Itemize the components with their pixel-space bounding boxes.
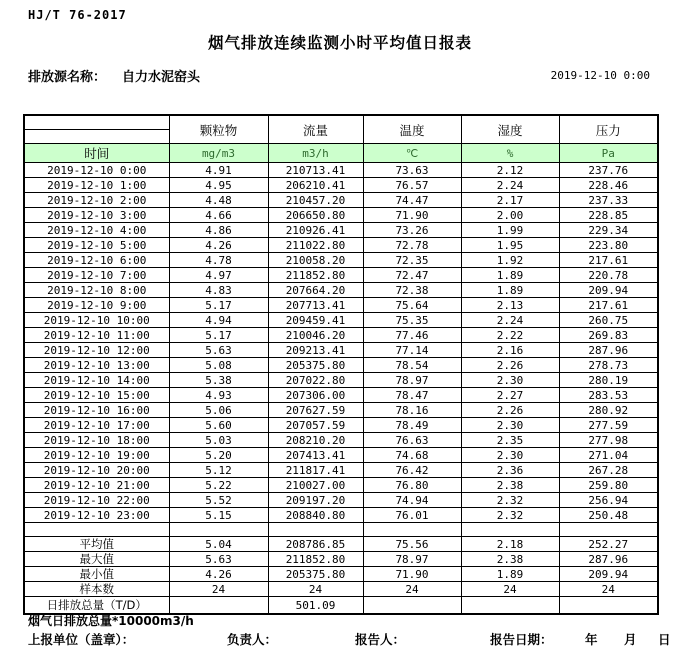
time-cell: 2019-12-10 10:00 (24, 313, 169, 328)
unit-cell: ℃ (363, 144, 461, 163)
value-cell: 78.47 (363, 388, 461, 403)
value-cell: 71.90 (363, 567, 461, 582)
table-row (24, 463, 658, 478)
year-label: 年 (585, 632, 598, 647)
time-cell: 2019-12-10 23:00 (24, 508, 169, 523)
value-cell: 260.75 (559, 313, 658, 328)
value-cell: 5.22 (169, 478, 268, 493)
value-cell: 4.78 (169, 253, 268, 268)
summary-label-cell: 最大值 (24, 552, 169, 567)
time-cell: 2019-12-10 1:00 (24, 178, 169, 193)
value-cell: 2.32 (461, 508, 559, 523)
summary-row (24, 567, 658, 582)
value-cell: 501.09 (268, 597, 363, 615)
value-cell: 4.66 (169, 208, 268, 223)
value-cell: 77.46 (363, 328, 461, 343)
value-cell: 72.38 (363, 283, 461, 298)
spacer-cell (24, 523, 169, 537)
time-cell: 2019-12-10 8:00 (24, 283, 169, 298)
spacer-cell (461, 523, 559, 537)
value-cell: 277.98 (559, 433, 658, 448)
table-row (24, 433, 658, 448)
time-cell: 2019-12-10 13:00 (24, 358, 169, 373)
table-row (24, 508, 658, 523)
value-cell: 211817.41 (268, 463, 363, 478)
value-cell: 2.36 (461, 463, 559, 478)
table-row (24, 403, 658, 418)
value-cell: 4.93 (169, 388, 268, 403)
value-cell: 2.13 (461, 298, 559, 313)
value-cell: 4.26 (169, 238, 268, 253)
standard-number: HJ/T 76-2017 (28, 8, 127, 22)
value-cell: 210058.20 (268, 253, 363, 268)
value-cell: 205375.80 (268, 567, 363, 582)
value-cell: 250.48 (559, 508, 658, 523)
value-cell: 2.35 (461, 433, 559, 448)
source-name-label: 排放源名称： (28, 70, 107, 85)
value-cell: 1.89 (461, 567, 559, 582)
table-row (24, 253, 658, 268)
table-body (24, 163, 658, 615)
value-cell: 5.63 (169, 552, 268, 567)
value-cell: 207413.41 (268, 448, 363, 463)
table-row (24, 298, 658, 313)
value-cell: 73.63 (363, 163, 461, 178)
value-cell: 2.12 (461, 163, 559, 178)
time-cell: 2019-12-10 2:00 (24, 193, 169, 208)
value-cell: 2.38 (461, 552, 559, 567)
header-row-1 (24, 115, 658, 130)
footer-note: 烟气日排放总量*10000m3/h (28, 614, 194, 628)
value-cell: 5.52 (169, 493, 268, 508)
table-row (24, 268, 658, 283)
spacer-cell (559, 523, 658, 537)
value-cell: 256.94 (559, 493, 658, 508)
value-cell: 2.30 (461, 373, 559, 388)
value-cell: 74.68 (363, 448, 461, 463)
table-row (24, 493, 658, 508)
value-cell: 277.59 (559, 418, 658, 433)
value-cell: 208840.80 (268, 508, 363, 523)
value-cell: 4.26 (169, 567, 268, 582)
value-cell: 207627.59 (268, 403, 363, 418)
table-row (24, 223, 658, 238)
value-cell: 207713.41 (268, 298, 363, 313)
time-cell: 2019-12-10 20:00 (24, 463, 169, 478)
time-cell: 2019-12-10 4:00 (24, 223, 169, 238)
time-cell: 2019-12-10 12:00 (24, 343, 169, 358)
summary-label-cell: 日排放总量（T/D） (24, 597, 169, 615)
value-cell: 211852.80 (268, 268, 363, 283)
value-cell: 75.64 (363, 298, 461, 313)
month-label: 月 (624, 632, 637, 647)
value-cell: 207057.59 (268, 418, 363, 433)
value-cell: 287.96 (559, 552, 658, 567)
value-cell: 206650.80 (268, 208, 363, 223)
value-cell: 207306.00 (268, 388, 363, 403)
time-cell: 2019-12-10 22:00 (24, 493, 169, 508)
time-cell: 2019-12-10 15:00 (24, 388, 169, 403)
table-row (24, 448, 658, 463)
time-cell: 2019-12-10 5:00 (24, 238, 169, 253)
value-cell: 211852.80 (268, 552, 363, 567)
value-cell: 280.92 (559, 403, 658, 418)
param-header-cell: 压力 (559, 115, 658, 144)
value-cell: 280.19 (559, 373, 658, 388)
value-cell: 5.63 (169, 343, 268, 358)
value-cell: 74.94 (363, 493, 461, 508)
value-cell: 24 (268, 582, 363, 597)
value-cell: 1.99 (461, 223, 559, 238)
value-cell: 76.80 (363, 478, 461, 493)
value-cell: 78.49 (363, 418, 461, 433)
value-cell: 220.78 (559, 268, 658, 283)
value-cell: 4.97 (169, 268, 268, 283)
value-cell: 207664.20 (268, 283, 363, 298)
value-cell: 217.61 (559, 298, 658, 313)
table-row (24, 283, 658, 298)
value-cell: 24 (461, 582, 559, 597)
value-cell: 278.73 (559, 358, 658, 373)
value-cell: 208786.85 (268, 537, 363, 552)
page-title: 烟气排放连续监测小时平均值日报表 (207, 34, 472, 52)
time-cell: 2019-12-10 3:00 (24, 208, 169, 223)
value-cell: 206210.41 (268, 178, 363, 193)
time-cell: 2019-12-10 18:00 (24, 433, 169, 448)
table-row (24, 478, 658, 493)
value-cell: 73.26 (363, 223, 461, 238)
value-cell: 78.97 (363, 373, 461, 388)
responsible-label: 负责人： (227, 632, 278, 647)
value-cell: 2.22 (461, 328, 559, 343)
summary-label-cell: 样本数 (24, 582, 169, 597)
value-cell: 72.78 (363, 238, 461, 253)
spacer-row (24, 523, 658, 537)
value-cell: 76.42 (363, 463, 461, 478)
value-cell: 2.38 (461, 478, 559, 493)
value-cell: 1.92 (461, 253, 559, 268)
table-row (24, 373, 658, 388)
param-header-cell: 温度 (363, 115, 461, 144)
time-cell: 2019-12-10 11:00 (24, 328, 169, 343)
value-cell: 78.16 (363, 403, 461, 418)
blank-header-cell (24, 115, 169, 130)
value-cell: 24 (363, 582, 461, 597)
table-row (24, 358, 658, 373)
value-cell: 4.83 (169, 283, 268, 298)
value-cell: 1.89 (461, 283, 559, 298)
value-cell: 24 (559, 582, 658, 597)
value-cell: 75.35 (363, 313, 461, 328)
value-cell: 5.04 (169, 537, 268, 552)
value-cell: 5.03 (169, 433, 268, 448)
value-cell: 287.96 (559, 343, 658, 358)
unit-cell: % (461, 144, 559, 163)
value-cell: 1.89 (461, 268, 559, 283)
emission-source-row (28, 66, 200, 85)
value-cell: 72.47 (363, 268, 461, 283)
time-cell: 2019-12-10 19:00 (24, 448, 169, 463)
value-cell: 237.33 (559, 193, 658, 208)
value-cell: 2.18 (461, 537, 559, 552)
summary-row (24, 552, 658, 567)
value-cell: 4.48 (169, 193, 268, 208)
value-cell: 72.35 (363, 253, 461, 268)
value-cell: 2.00 (461, 208, 559, 223)
signature-line (0, 630, 680, 648)
value-cell: 228.46 (559, 178, 658, 193)
report-date-label: 报告日期： (490, 632, 553, 647)
value-cell: 2.24 (461, 178, 559, 193)
value-cell (559, 597, 658, 615)
value-cell: 78.54 (363, 358, 461, 373)
table-row (24, 343, 658, 358)
value-cell: 271.04 (559, 448, 658, 463)
report-datetime: 2019-12-10 0:00 (550, 69, 650, 82)
time-cell: 2019-12-10 21:00 (24, 478, 169, 493)
value-cell: 24 (169, 582, 268, 597)
table-row (24, 313, 658, 328)
spacer-cell (363, 523, 461, 537)
param-header-cell: 流量 (268, 115, 363, 144)
table-row (24, 328, 658, 343)
value-cell: 259.80 (559, 478, 658, 493)
summary-row (24, 537, 658, 552)
value-cell: 210457.20 (268, 193, 363, 208)
value-cell: 210926.41 (268, 223, 363, 238)
value-cell: 4.95 (169, 178, 268, 193)
unit-cell: Pa (559, 144, 658, 163)
value-cell: 283.53 (559, 388, 658, 403)
value-cell: 210046.20 (268, 328, 363, 343)
time-cell: 2019-12-10 16:00 (24, 403, 169, 418)
spacer-cell (268, 523, 363, 537)
summary-row (24, 582, 658, 597)
value-cell: 205375.80 (268, 358, 363, 373)
value-cell: 5.06 (169, 403, 268, 418)
value-cell: 267.28 (559, 463, 658, 478)
value-cell (363, 597, 461, 615)
unit-cell: mg/m3 (169, 144, 268, 163)
data-table (23, 114, 659, 615)
value-cell: 4.91 (169, 163, 268, 178)
value-cell: 78.97 (363, 552, 461, 567)
value-cell: 2.32 (461, 493, 559, 508)
value-cell: 2.30 (461, 418, 559, 433)
param-header-cell: 颗粒物 (169, 115, 268, 144)
table-row (24, 178, 658, 193)
value-cell: 208210.20 (268, 433, 363, 448)
value-cell: 77.14 (363, 343, 461, 358)
value-cell: 5.17 (169, 298, 268, 313)
value-cell: 209.94 (559, 567, 658, 582)
value-cell: 2.27 (461, 388, 559, 403)
value-cell: 223.80 (559, 238, 658, 253)
reporter-label: 报告人： (355, 632, 406, 647)
time-cell: 2019-12-10 0:00 (24, 163, 169, 178)
value-cell: 76.01 (363, 508, 461, 523)
unit-header-row (24, 144, 658, 163)
value-cell: 228.85 (559, 208, 658, 223)
value-cell: 2.30 (461, 448, 559, 463)
value-cell: 210027.00 (268, 478, 363, 493)
value-cell: 76.57 (363, 178, 461, 193)
table-row (24, 388, 658, 403)
value-cell: 74.47 (363, 193, 461, 208)
value-cell: 2.17 (461, 193, 559, 208)
spacer-cell (169, 523, 268, 537)
value-cell: 2.24 (461, 313, 559, 328)
table-row (24, 193, 658, 208)
table-row (24, 208, 658, 223)
value-cell: 5.08 (169, 358, 268, 373)
value-cell: 71.90 (363, 208, 461, 223)
value-cell: 5.15 (169, 508, 268, 523)
value-cell: 252.27 (559, 537, 658, 552)
value-cell: 207022.80 (268, 373, 363, 388)
value-cell: 4.94 (169, 313, 268, 328)
value-cell: 217.61 (559, 253, 658, 268)
value-cell: 209213.41 (268, 343, 363, 358)
param-header-cell: 湿度 (461, 115, 559, 144)
value-cell: 2.26 (461, 358, 559, 373)
value-cell: 209459.41 (268, 313, 363, 328)
time-header-cell: 时间 (24, 144, 169, 163)
value-cell: 2.16 (461, 343, 559, 358)
value-cell: 5.38 (169, 373, 268, 388)
value-cell: 5.20 (169, 448, 268, 463)
value-cell: 1.95 (461, 238, 559, 253)
time-cell: 2019-12-10 14:00 (24, 373, 169, 388)
value-cell: 229.34 (559, 223, 658, 238)
value-cell: 4.86 (169, 223, 268, 238)
summary-label-cell: 平均值 (24, 537, 169, 552)
table-row (24, 418, 658, 433)
time-cell: 2019-12-10 6:00 (24, 253, 169, 268)
summary-label-cell: 最小值 (24, 567, 169, 582)
day-label: 日 (658, 632, 671, 647)
blank-header-cell (24, 130, 169, 144)
value-cell: 210713.41 (268, 163, 363, 178)
value-cell: 2.26 (461, 403, 559, 418)
value-cell: 5.12 (169, 463, 268, 478)
time-cell: 2019-12-10 9:00 (24, 298, 169, 313)
value-cell: 237.76 (559, 163, 658, 178)
value-cell: 5.60 (169, 418, 268, 433)
source-name-value: 自力水泥窑头 (122, 70, 201, 85)
value-cell: 269.83 (559, 328, 658, 343)
table-row (24, 238, 658, 253)
value-cell: 76.63 (363, 433, 461, 448)
time-cell: 2019-12-10 17:00 (24, 418, 169, 433)
value-cell: 209197.20 (268, 493, 363, 508)
value-cell: 211022.80 (268, 238, 363, 253)
time-cell: 2019-12-10 7:00 (24, 268, 169, 283)
value-cell: 5.17 (169, 328, 268, 343)
table-row (24, 163, 658, 178)
value-cell: 75.56 (363, 537, 461, 552)
value-cell (461, 597, 559, 615)
value-cell: 209.94 (559, 283, 658, 298)
unit-cell: m3/h (268, 144, 363, 163)
stamp-label: 上报单位（盖章）： (28, 632, 135, 647)
